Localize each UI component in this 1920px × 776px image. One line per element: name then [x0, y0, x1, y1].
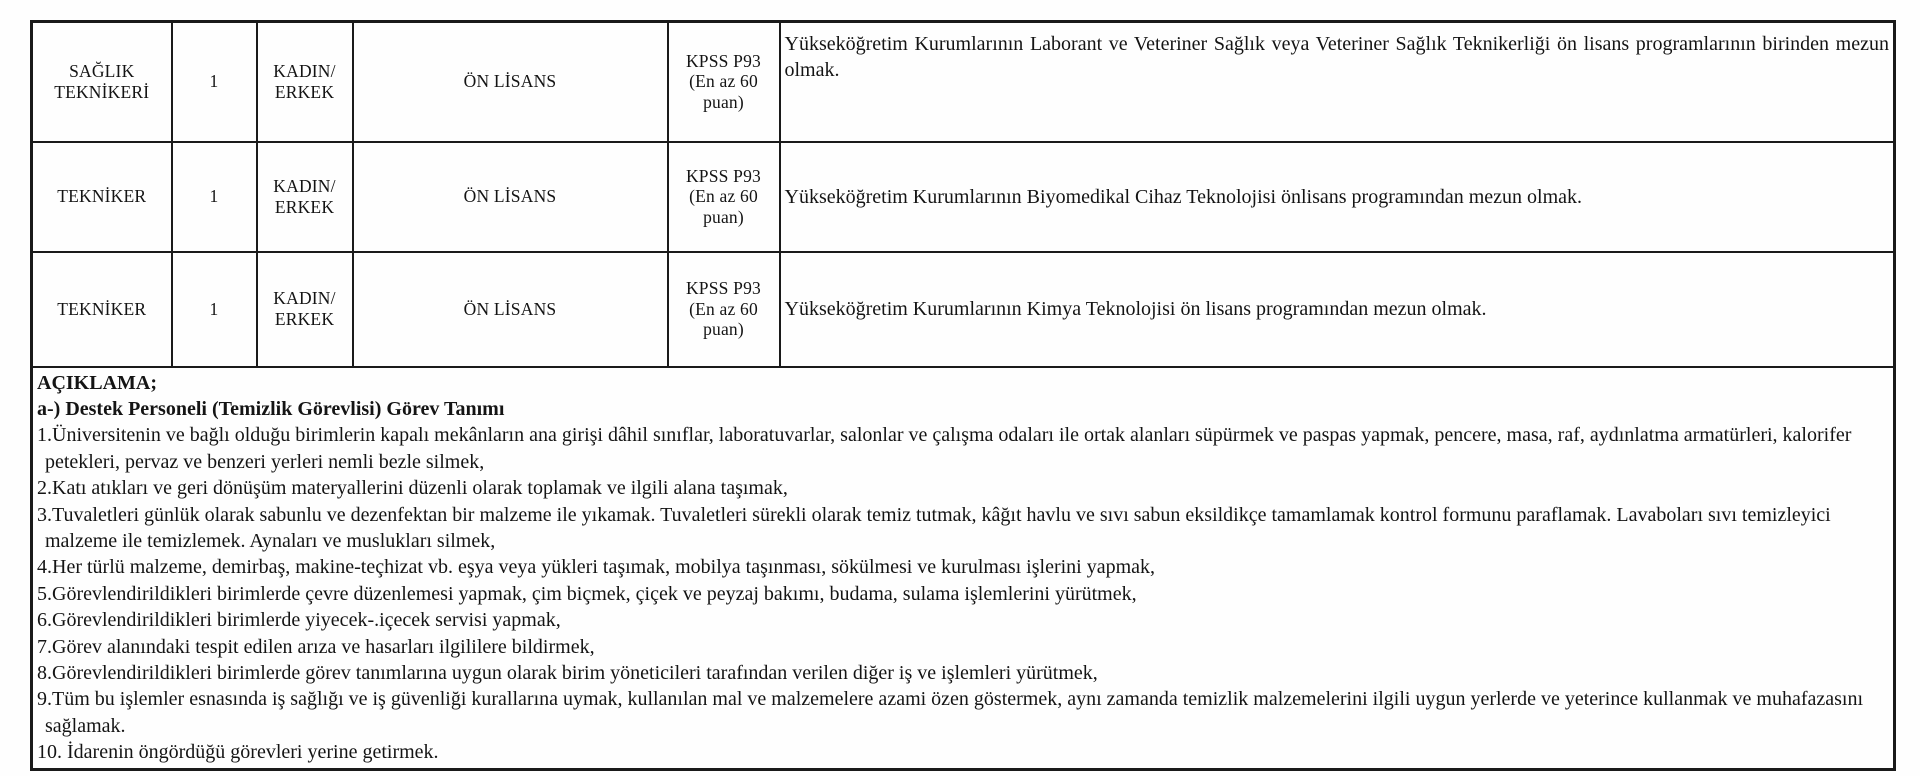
note-item: 3.Tuvaletleri günlük olarak sabunlu ve dezenfektan bir malzeme ile yıkamak. Tuvaletleri sürekli olarak temiz tutmak, kâğıt havlu ve sıvı sabun eksildikçe tamamlamak kontrol formunu paraflamak. Lavaboları sıvı temizleyici malzeme ile temizlemek. Aynaları ve muslukları silmek, [37, 503, 1831, 552]
notes-subheading: a-) Destek Personeli (Temizlik Görevlisi) Görev Tanımı [37, 397, 505, 420]
position-cell: SAĞLIK TEKNİKERİ [32, 22, 172, 142]
notes-heading: AÇIKLAMA; [37, 371, 157, 394]
note-item: 10. İdarenin öngördüğü görevleri yerine getirmek. [37, 741, 439, 764]
note-item: 1.Üniversitenin ve bağlı olduğu birimlerin kapalı mekânların ana girişi dâhil sınıflar, laboratuvarlar, salonlar ve çalışma odaları ile ortak alanları süpürmek ve paspas yapmak, pencere, masa, raf, aydınlatma armatürleri, kalorifer petekleri, pervaz ve benzeri yerleri nemli bezle silmek, [37, 424, 1852, 473]
notes-row [32, 367, 1895, 770]
document-sheet [30, 20, 1896, 771]
note-item: 8.Görevlendirildikleri birimlerde görev tanımlarına uygun olarak birim yöneticileri tarafından verilen diğer iş ve işlemleri yürütmek, [37, 661, 1098, 684]
requirement-cell: Yükseköğretim Kurumlarının Kimya Teknolojisi ön lisans programından mezun olmak. [780, 252, 1895, 367]
note-item: 4.Her türlü malzeme, demirbaş, makine-teçhizat vb. eşya veya yükleri taşımak, mobilya taşınması, sökülmesi ve kurulması işlerini yapmak, [37, 556, 1156, 579]
job-postings-table [30, 20, 1896, 771]
education-cell: ÖN LİSANS [353, 22, 668, 142]
quota-cell: 1 [172, 22, 257, 142]
note-item: 7.Görev alanındaki tespit edilen arıza ve hasarları ilgililere bildirmek, [37, 635, 595, 658]
table-row [32, 142, 1895, 252]
quota-cell: 1 [172, 252, 257, 367]
exam-cell: KPSS P93 (En az 60 puan) [668, 142, 780, 252]
note-item: 5.Görevlendirildikleri birimlerde çevre düzenlemesi yapmak, çim biçmek, çiçek ve peyzaj bakımı, budama, sulama işlemlerini yürütmek, [37, 582, 1137, 605]
table-row [32, 252, 1895, 367]
note-item: 2.Katı atıkları ve geri dönüşüm materyallerini düzenli olarak toplamak ve ilgili alana taşımak, [37, 477, 788, 500]
table-row [32, 22, 1895, 142]
exam-cell: KPSS P93 (En az 60 puan) [668, 22, 780, 142]
gender-cell: KADIN/ ERKEK [257, 142, 353, 252]
note-item: 9.Tüm bu işlemler esnasında iş sağlığı ve iş güvenliği kurallarına uymak, kullanılan mal ve malzemelere azami özen göstermek, aynı zamanda temizlik malzemelerini ilgili uygun yerlerde ve yeterince kullanmak ve muhafazasını sağlamak. [37, 688, 1864, 737]
gender-cell: KADIN/ ERKEK [257, 252, 353, 367]
note-item: 6.Görevlendirildikleri birimlerde yiyecek-.içecek servisi yapmak, [37, 609, 561, 632]
gender-cell: KADIN/ ERKEK [257, 22, 353, 142]
education-cell: ÖN LİSANS [353, 252, 668, 367]
position-cell: TEKNİKER [32, 252, 172, 367]
requirement-cell: Yükseköğretim Kurumlarının Biyomedikal Cihaz Teknolojisi önlisans programından mezun olmak. [780, 142, 1895, 252]
quota-cell: 1 [172, 142, 257, 252]
education-cell: ÖN LİSANS [353, 142, 668, 252]
exam-cell: KPSS P93 (En az 60 puan) [668, 252, 780, 367]
notes-section [32, 367, 1895, 770]
position-cell: TEKNİKER [32, 142, 172, 252]
requirement-cell: Yükseköğretim Kurumlarının Laborant ve Veteriner Sağlık veya Veteriner Sağlık Teknikerliği ön lisans programlarının birinden mezun olmak. [780, 22, 1895, 142]
